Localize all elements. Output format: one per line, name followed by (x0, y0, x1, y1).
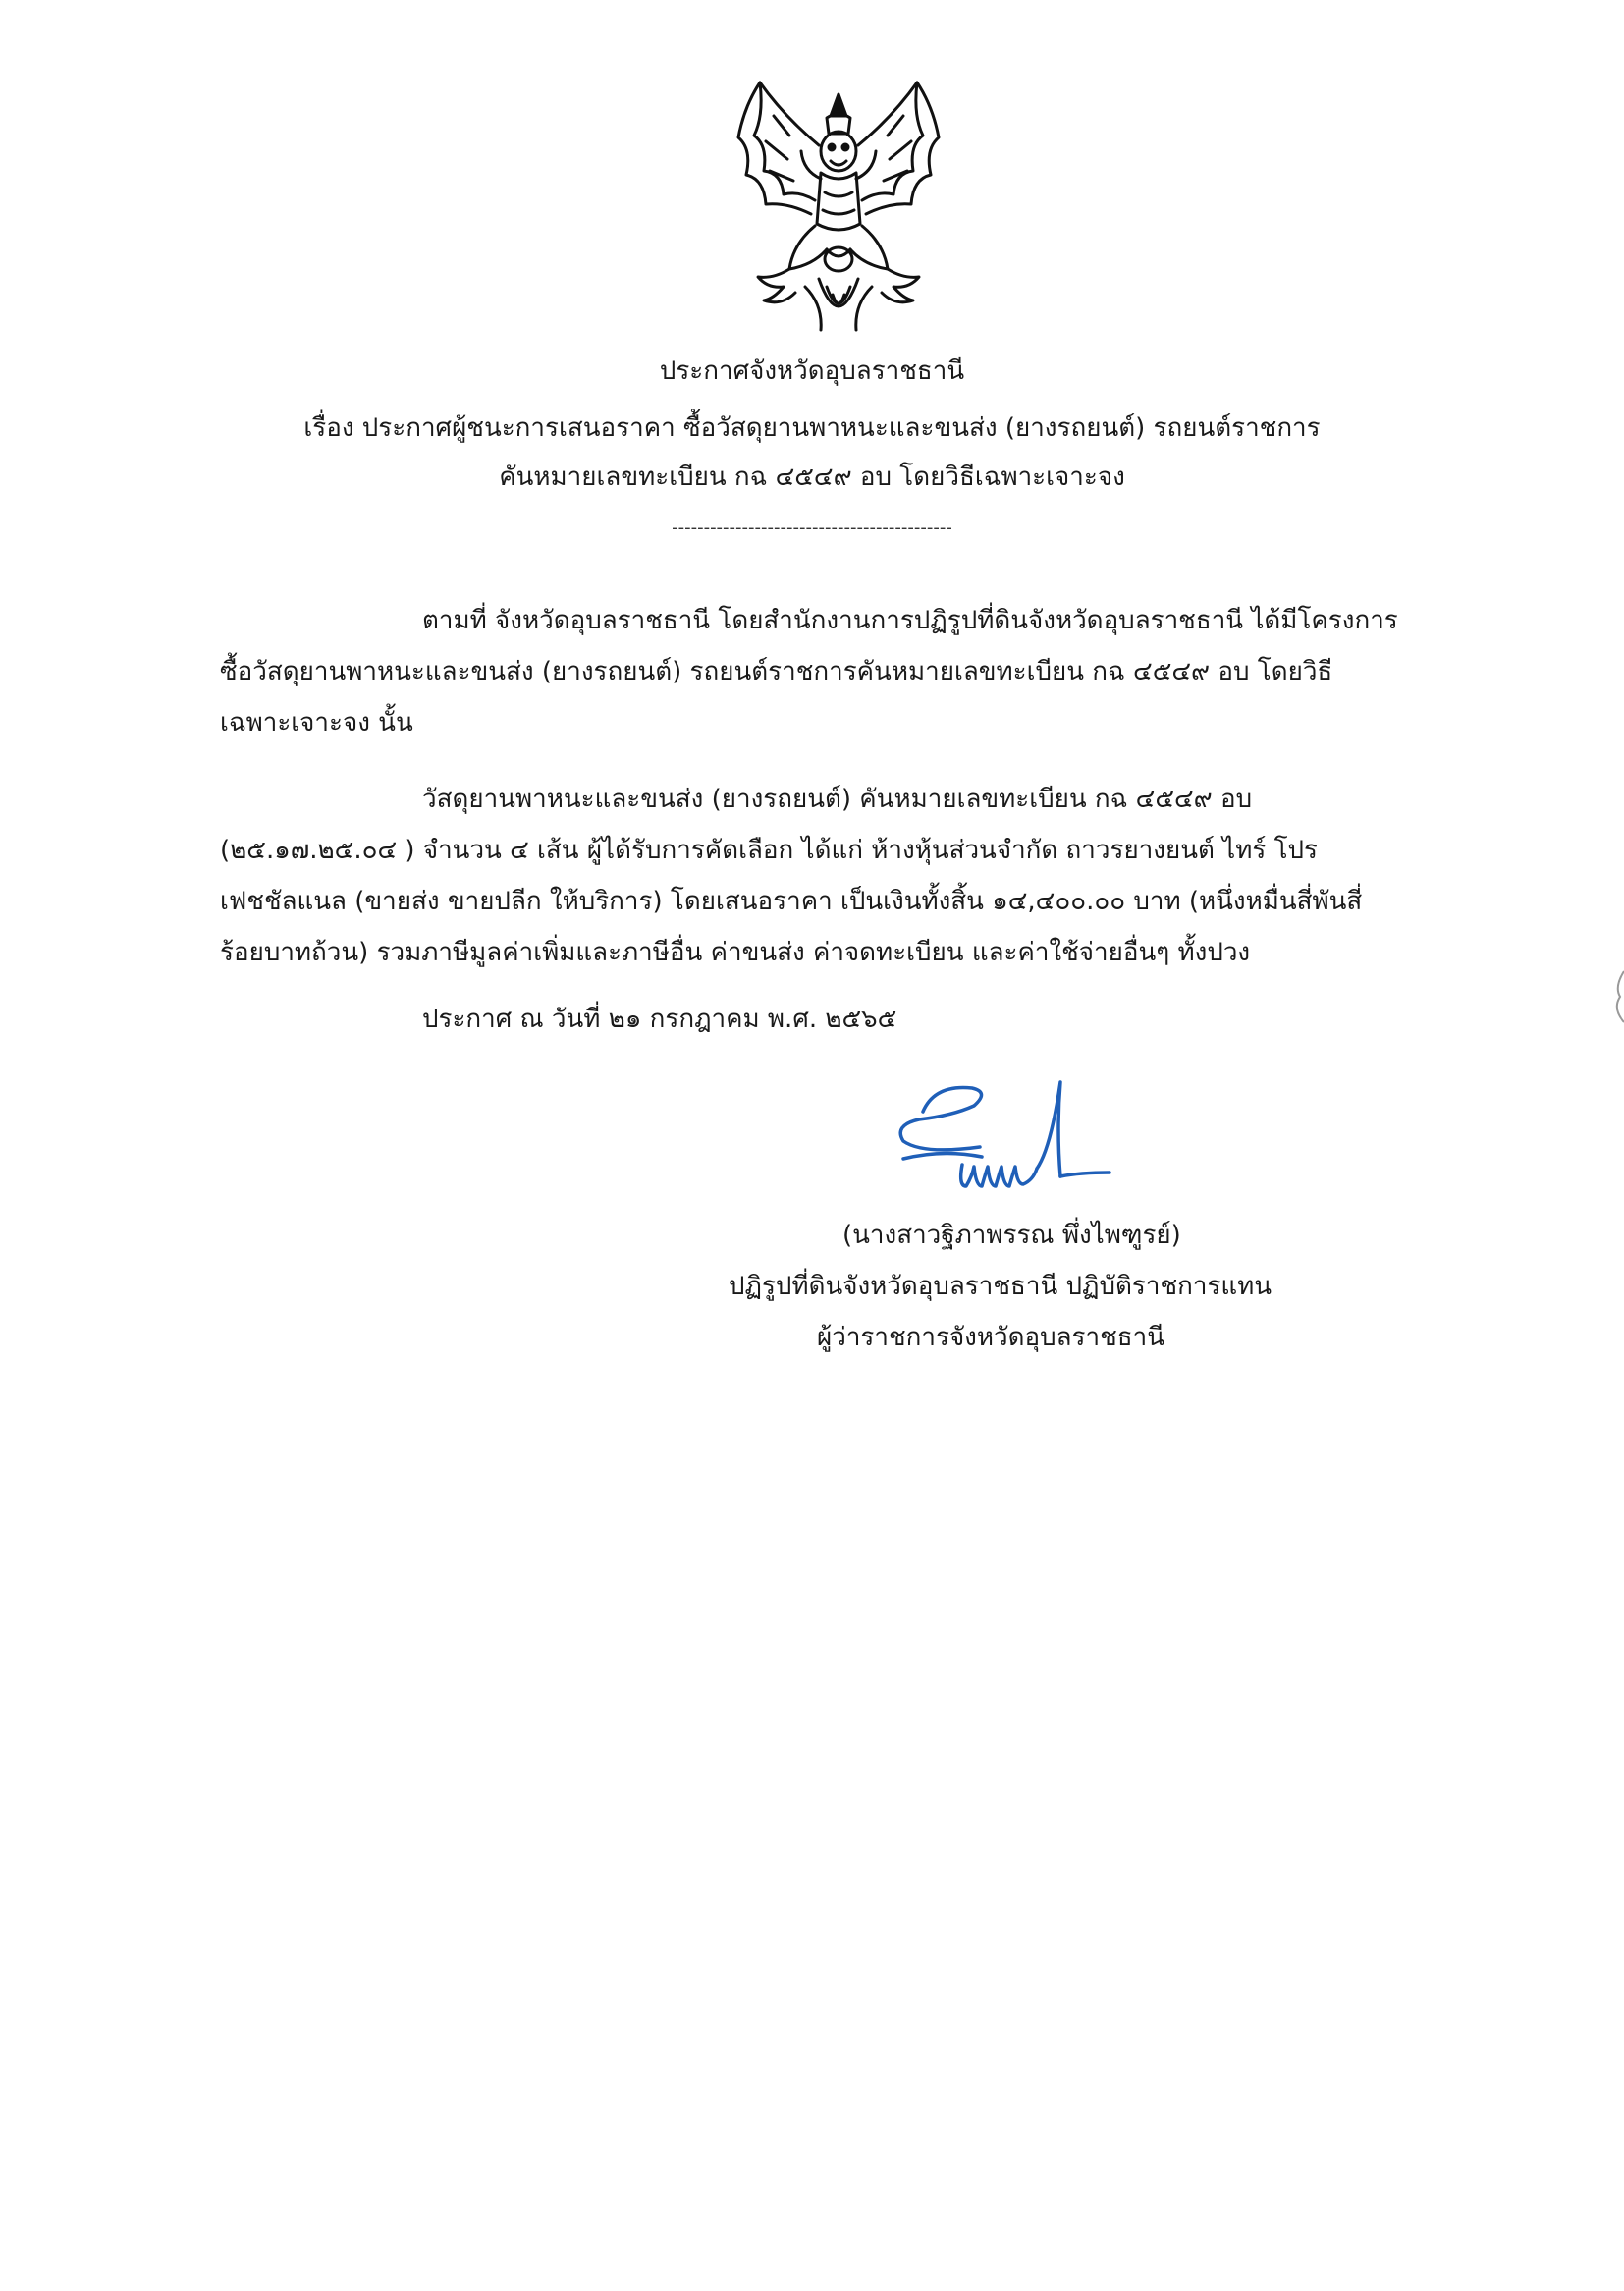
subject-line: เรื่อง ประกาศผู้ชนะการเสนอราคา ซื้อวัสดุยานพาหนะและขนส่ง (ยางรถยนต์) รถยนต์ราชการ (303, 413, 1321, 443)
signer-position: ปฏิรูปที่ดินจังหวัดอุบลราชธานี ปฏิบัติราชการแทน (729, 1272, 1272, 1301)
subject-line-continued: คันหมายเลขทะเบียน กฉ ๔๕๔๙ อบ โดยวิธีเฉพาะเจาะจง (499, 463, 1125, 492)
paragraph-2-line-4: ร้อยบาทถ้วน) รวมภาษีมูลค่าเพิ่มและภาษีอื่น ค่าขนส่ง ค่าจดทะเบียน และค่าใช้จ่ายอื่นๆ ทั้งปวง (220, 938, 1251, 967)
announcement-date: ประกาศ ณ วันที่ ๒๑ กรกฎาคม พ.ศ. ๒๕๖๕ (422, 1005, 897, 1034)
paragraph-1-line-3: เฉพาะเจาะจง นั้น (220, 708, 413, 737)
signer-name: (นางสาวฐิภาพรรณ พึ่งไพฑูรย์) (842, 1221, 1181, 1250)
announcement-title: ประกาศจังหวัดอุบลราชธานี (659, 356, 965, 386)
paragraph-1-line-1: ตามที่ จังหวัดอุบลราชธานี โดยสำนักงานการปฏิรูปที่ดินจังหวัดอุบลราชธานี ได้มีโครงการ (422, 606, 1398, 635)
paragraph-2-line-2: (๒๕.๑๗.๒๕.๐๔ ) จำนวน ๔ เส้น ผู้ได้รับการคัดเลือก ได้แก่ ห้างหุ้นส่วนจำกัด ถาวรยางยนต์ ไทร์ โปร (220, 836, 1319, 865)
garuda-emblem-icon (725, 77, 952, 344)
paragraph-1-line-2: ซื้อวัสดุยานพาหนะและขนส่ง (ยางรถยนต์) รถยนต์ราชการคันหมายเลขทะเบียน กฉ ๔๕๔๙ อบ โดยวิธี (220, 657, 1333, 686)
paragraph-2-line-3: เฟชชัลแนล (ขายส่ง ขายปลีก ให้บริการ) โดยเสนอราคา เป็นเงินทั้งสิ้น ๑๔,๔๐๐.๐๐ บาท (หนึ่งหมื่นสี่พันสี่ (220, 887, 1363, 916)
signer-position-acting-for: ผู้ว่าราชการจังหวัดอุบลราชธานี (817, 1323, 1165, 1352)
paragraph-2-line-1: วัสดุยานพาหนะและขนส่ง (ยางรถยนต์) คันหมายเลขทะเบียน กฉ ๔๕๔๙ อบ (422, 785, 1253, 814)
divider: -------------------------------------------- (672, 518, 952, 538)
scan-artifact (1610, 967, 1624, 1026)
handwritten-signature (864, 1070, 1119, 1218)
